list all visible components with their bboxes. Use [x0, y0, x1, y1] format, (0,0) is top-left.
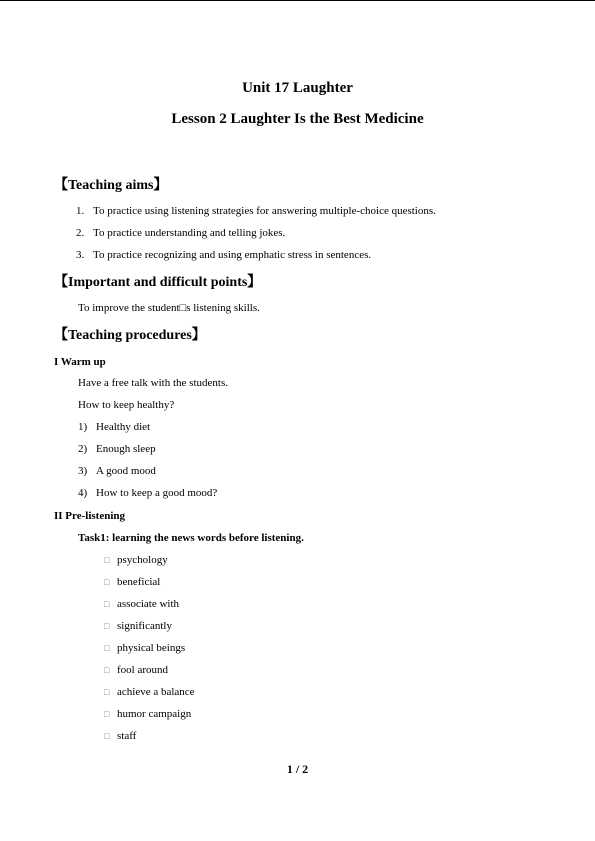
document-subtitle: Lesson 2 Laughter Is the Best Medicine: [171, 111, 424, 127]
list-item-number: 4): [78, 487, 88, 499]
vocabulary-word: associate with: [117, 598, 180, 610]
vocabulary-word: significantly: [117, 620, 172, 632]
missing-glyph-icon: □: [104, 643, 110, 653]
vocabulary-word: physical beings: [117, 642, 186, 654]
missing-glyph-icon: □: [104, 577, 110, 587]
list-item-text: To practice using listening strategies for answering multiple-choice questions.: [93, 205, 436, 217]
list-item-number: 2.: [76, 227, 85, 239]
vocabulary-word: humor campaign: [117, 708, 192, 720]
vocabulary-word: staff: [117, 730, 137, 742]
vocabulary-word: achieve a balance: [117, 686, 195, 698]
list-item-text: Healthy diet: [96, 421, 151, 433]
missing-glyph-icon: □: [104, 731, 110, 741]
page-number: 1 / 2: [286, 762, 309, 776]
page-top-border: [0, 0, 595, 1]
vocabulary-word: fool around: [117, 664, 169, 676]
vocabulary-word: psychology: [117, 554, 168, 566]
important-points-text: To improve the student□s listening skills.: [78, 302, 260, 314]
missing-glyph-icon: □: [104, 555, 110, 565]
missing-glyph-icon: □: [104, 599, 110, 609]
warm-up-line: Have a free talk with the students.: [78, 377, 228, 389]
section-heading-important-points: 【Important and difficult points】: [54, 275, 262, 290]
list-item-text: A good mood: [96, 465, 156, 477]
subheading-warm-up: I Warm up: [54, 356, 106, 368]
document-title: Unit 17 Laughter: [242, 80, 353, 96]
list-item-number: 2): [78, 443, 88, 455]
list-item-text: To practice recognizing and using emphatic stress in sentences.: [93, 249, 372, 261]
section-heading-teaching-aims: 【Teaching aims】: [54, 178, 168, 193]
list-item-number: 3): [78, 465, 88, 477]
list-item-text: How to keep a good mood?: [96, 487, 218, 499]
missing-glyph-icon: □: [104, 621, 110, 631]
missing-glyph-icon: □: [104, 709, 110, 719]
list-item-text: To practice understanding and telling jokes.: [93, 227, 286, 239]
missing-glyph-icon: □: [104, 665, 110, 675]
vocabulary-word: beneficial: [117, 576, 161, 588]
section-heading-teaching-procedures: 【Teaching procedures】: [54, 328, 206, 343]
list-item-text: Enough sleep: [96, 443, 156, 455]
list-item-number: 1.: [76, 205, 85, 217]
list-item-number: 1): [78, 421, 88, 433]
warm-up-question: How to keep healthy?: [78, 399, 175, 411]
task-heading: Task1: learning the news words before listening.: [78, 532, 304, 544]
missing-glyph-icon: □: [104, 687, 110, 697]
subheading-pre-listening: II Pre-listening: [54, 510, 125, 522]
list-item-number: 3.: [76, 249, 85, 261]
